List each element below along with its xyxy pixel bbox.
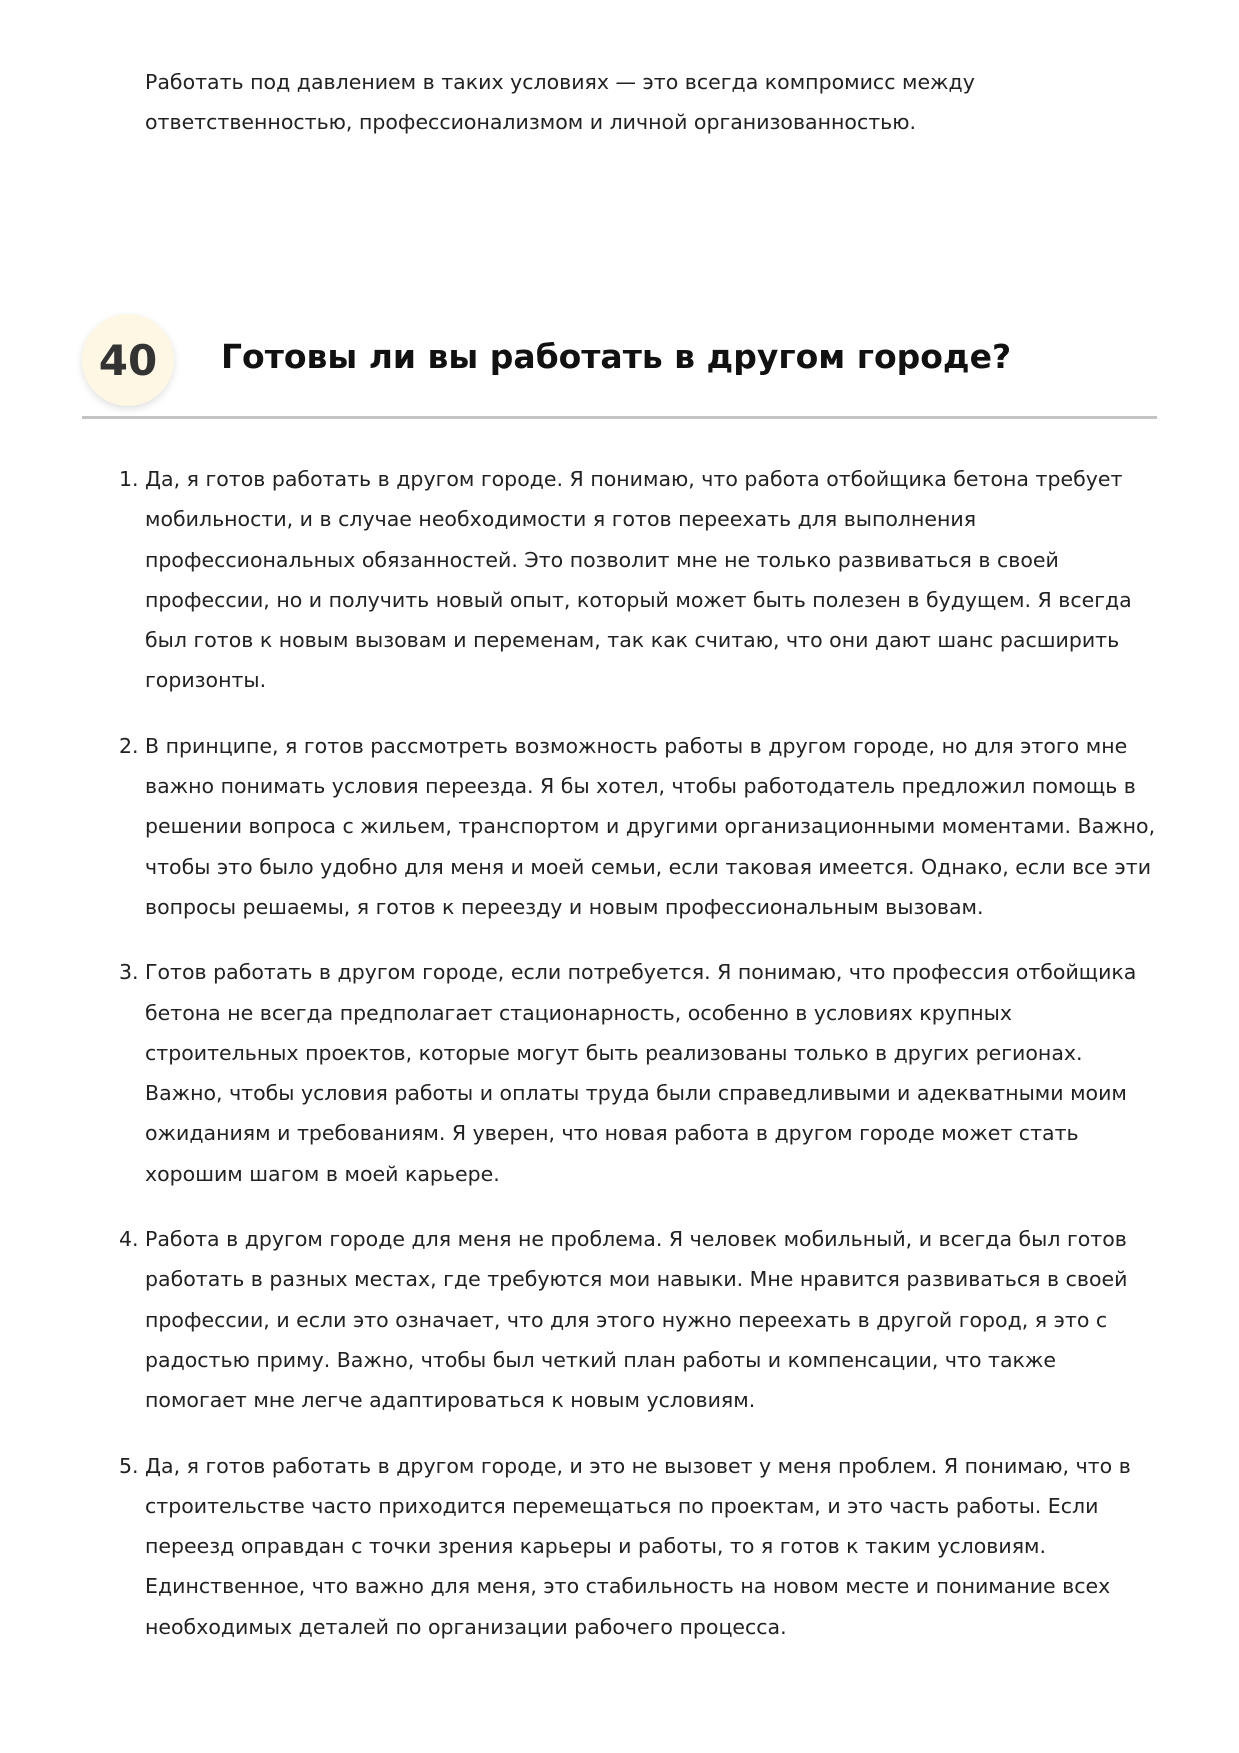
answer-text: Да, я готов работать в другом городе, и это не вызовет у меня проблем. Я понимаю, что в строительстве часто приходится перемещаться по проектам, и это часть работы. Если переезд оправдан с точки зрения карьеры и работы, то я готов к таким условиям. Единственное, что важно для меня, это стабильность на новом месте и понимание всех необходимых деталей по организации рабочего процесса. xyxy=(145,1453,1131,1639)
question-title: Готовы ли вы работать в другом городе? xyxy=(221,337,1012,376)
answers-list xyxy=(119,459,1160,1672)
answer-number: 3. xyxy=(119,960,139,985)
answer-text: Готов работать в другом городе, если потребуется. Я понимаю, что профессия отбойщика бетона не всегда предполагает стационарность, особенно в условиях крупных строительных проектов, которые могут быть реализованы только в других регионах. Важно, чтобы условия работы и оплаты труда были справедливыми и адекватными моим ожиданиям и требованиям. Я уверен, что новая работа в другом городе может стать хорошим шагом в моей карьере. xyxy=(145,960,1137,1186)
answer-text: Работа в другом городе для меня не проблема. Я человек мобильный, и всегда был готов работать в разных местах, где требуются мои навыки. Мне нравится развиваться в своей профессии, и если это означает, что для этого нужно переехать в другой город, я это с радостью приму. Важно, чтобы был четкий план работы и компенсации, что также помогает мне легче адаптироваться к новым условиям. xyxy=(145,1227,1128,1413)
answer-text: Да, я готов работать в другом городе. Я понимаю, что работа отбойщика бетона требует мобильности, и в случае необходимости я готов переехать для выполнения профессиональных обязанностей. Это позволит мне не только развиваться в своей профессии, но и получить новый опыт, который может быть полезен в будущем. Я всегда был готов к новым вызовам и переменам, так как считаю, что они дают шанс расширить горизонты. xyxy=(145,467,1132,693)
question-number-badge: 40 xyxy=(82,314,174,406)
intro-paragraph: Работать под давлением в таких условиях — это всегда компромисс между ответственностью, профессионализмом и личной организованностью. xyxy=(145,70,975,134)
question-header xyxy=(82,310,1162,418)
answer-item xyxy=(119,459,1160,701)
answer-item xyxy=(119,1219,1160,1420)
answer-item xyxy=(119,1446,1160,1647)
answer-number: 5. xyxy=(119,1453,139,1478)
answer-number: 4. xyxy=(119,1227,139,1252)
answer-item xyxy=(119,952,1160,1194)
answer-number: 1. xyxy=(119,467,139,491)
answer-text: В принципе, я готов рассмотреть возможность работы в другом городе, но для этого мне важно понимать условия переезда. Я бы хотел, чтобы работодатель предложил помощь в решении вопроса с жильем, транспортом и другими организационными моментами. Важно, чтобы это было удобно для меня и моей семьи, если таковая имеется. Однако, если все эти вопросы решаемы, я готов к переезду и новым профессиональным вызовам. xyxy=(145,733,1156,919)
answer-item xyxy=(119,726,1160,927)
answer-number: 2. xyxy=(119,733,139,758)
divider xyxy=(82,416,1157,419)
